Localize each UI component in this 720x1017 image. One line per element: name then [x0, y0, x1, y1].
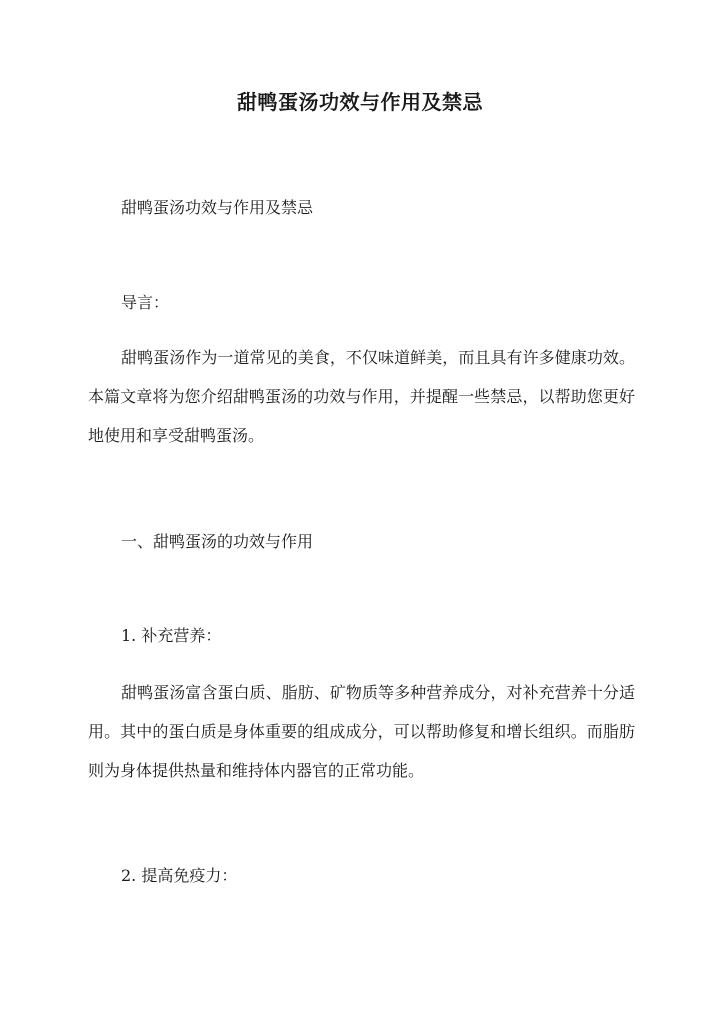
item-heading-1: 1. 补充营养： — [121, 626, 222, 645]
section-heading: 一、甜鸭蛋汤的功效与作用 — [121, 532, 314, 551]
document-title: 甜鸭蛋汤功效与作用及禁忌 — [237, 90, 483, 114]
item-paragraph-1: 甜鸭蛋汤富含蛋白质、脂肪、矿物质等多种营养成分，对补充营养十分适用。其中的蛋白质是身体重要的组成成分，可以帮助修复和增长组织。而脂肪则为身体提供热量和维持体内器官的正常功能。 — [88, 683, 635, 780]
document-subtitle: 甜鸭蛋汤功效与作用及禁忌 — [121, 198, 314, 217]
item-heading-2: 2. 提高免疫力： — [121, 866, 238, 885]
intro-paragraph: 甜鸭蛋汤作为一道常见的美食，不仅味道鲜美，而且具有许多健康功效。本篇文章将为您介绍甜鸭蛋汤的功效与作用，并提醒一些禁忌，以帮助您更好地使用和享受甜鸭蛋汤。 — [88, 348, 635, 445]
intro-heading: 导言： — [121, 293, 170, 312]
